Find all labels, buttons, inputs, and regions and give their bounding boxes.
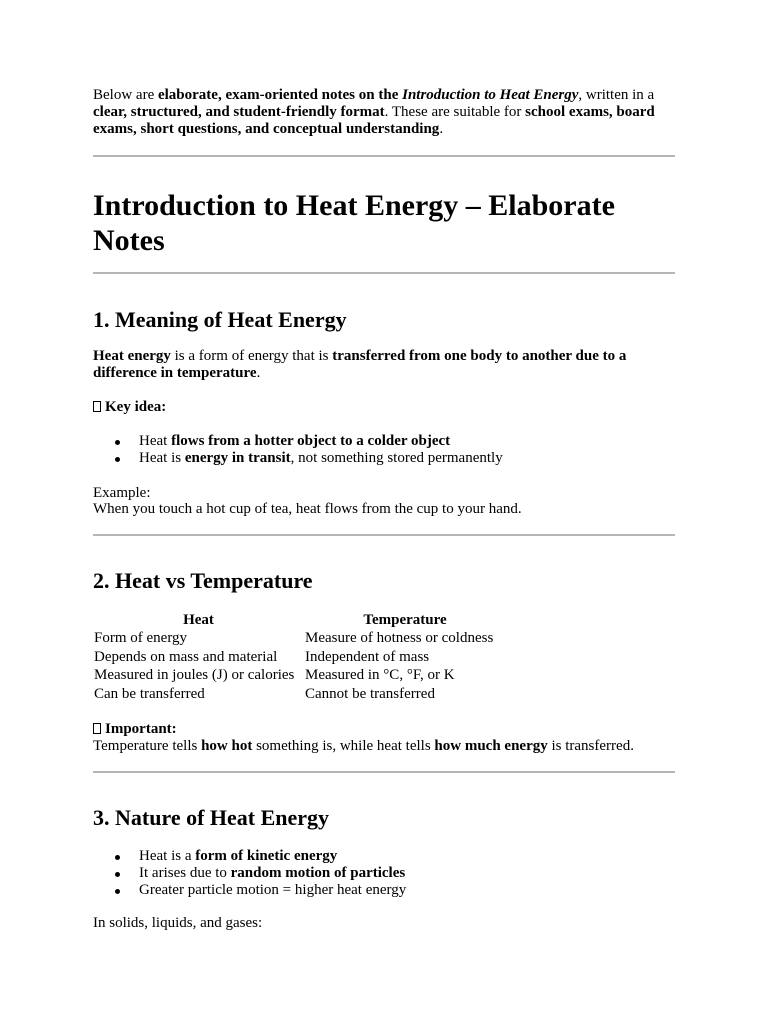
table-cell: Measured in joules (J) or calories: [94, 667, 295, 684]
bullet-icon: [115, 855, 120, 860]
definition-text: .: [256, 365, 261, 381]
intro-bold: elaborate, exam-oriented notes on the: [157, 87, 403, 103]
table-header-cell: Heat: [183, 612, 214, 628]
intro-bold: school exams, board exams, short questions, and conceptual understanding: [93, 104, 655, 137]
list-item-text: , not something stored permanently: [290, 450, 503, 466]
table-cell: Can be transferred: [94, 685, 205, 702]
definition-text: is a form of energy that is: [170, 348, 333, 364]
bullet-icon: [115, 457, 120, 462]
list-item-bold: flows from a hotter object to a colder object: [171, 433, 451, 449]
bullet-icon: [115, 872, 120, 877]
table-cell: Measure of hotness or coldness: [305, 630, 494, 647]
table-row: [93, 685, 506, 703]
definition-paragraph: [93, 348, 675, 382]
table-cell: Cannot be transferred: [305, 685, 435, 702]
table-cell: Independent of mass: [305, 648, 430, 665]
list-item-bold: energy in transit: [184, 450, 291, 466]
section-heading: 3. Nature of Heat Energy: [93, 805, 330, 830]
bullet-icon: [115, 889, 120, 894]
important-text: Temperature tells: [93, 738, 202, 754]
key-idea-text: Key idea:: [105, 399, 167, 415]
example-label: Example:: [93, 485, 151, 501]
divider: [93, 272, 675, 274]
table-row: [93, 648, 506, 666]
bullet-icon: [115, 440, 120, 445]
intro-text: . These are suitable for: [384, 104, 526, 120]
list-item-text: Heat: [139, 433, 172, 449]
intro-bold-italic: Introduction to Heat Energy: [402, 87, 579, 103]
intro-paragraph: [93, 87, 675, 138]
divider: [93, 771, 675, 773]
definition-bold: Heat energy: [93, 348, 171, 364]
list-item-text: Greater particle motion = higher heat energy: [139, 882, 407, 898]
page-title: Introduction to Heat Energy – Elaborate Notes: [93, 189, 615, 257]
list-item: [93, 433, 675, 450]
table-cell: Form of energy: [94, 630, 188, 647]
list-item-text: Heat is: [139, 450, 185, 466]
important-text: something is, while heat tells: [252, 738, 435, 754]
definition-bold: transferred from one body to another due to a difference in temperature: [93, 348, 627, 381]
list-item: [93, 865, 675, 882]
important-bold: how hot: [201, 738, 253, 754]
list-item: [93, 848, 675, 865]
important-paragraph: [93, 738, 675, 755]
important-text: Important:: [105, 721, 177, 737]
table-row: [93, 666, 506, 684]
important-bold: how much energy: [434, 738, 548, 754]
comparison-table: [93, 611, 506, 703]
missing-glyph-icon: [93, 723, 101, 734]
missing-glyph-icon: [93, 401, 101, 412]
trailing-paragraph: In solids, liquids, and gases:: [93, 915, 263, 931]
list-item: [93, 450, 675, 467]
nature-list: [93, 848, 675, 899]
divider: [93, 155, 675, 157]
table-cell: Measured in °C, °F, or K: [305, 667, 455, 684]
intro-text: , written in a: [578, 87, 655, 103]
list-item-text: Heat is a: [139, 848, 196, 864]
important-label: [93, 721, 675, 738]
divider: [93, 534, 675, 536]
list-item-text: It arises due to: [139, 865, 231, 881]
table-row: [93, 629, 506, 647]
intro-bold: clear, structured, and student-friendly format: [93, 104, 385, 120]
key-idea-list: [93, 433, 675, 467]
table-header-row: [93, 611, 506, 629]
list-item: [93, 882, 675, 899]
section-heading: 1. Meaning of Heat Energy: [93, 307, 347, 332]
intro-text: Below are: [93, 87, 158, 103]
example-text: When you touch a hot cup of tea, heat flows from the cup to your hand.: [93, 501, 522, 517]
key-idea-label: [93, 399, 675, 416]
table-header-cell: Temperature: [363, 612, 447, 628]
list-item-bold: form of kinetic energy: [195, 848, 338, 864]
table-cell: Depends on mass and material: [94, 648, 278, 665]
section-heading: 2. Heat vs Temperature: [93, 568, 313, 593]
intro-text: .: [439, 121, 444, 137]
important-text: is transferred.: [547, 738, 634, 754]
list-item-bold: random motion of particles: [230, 865, 406, 881]
